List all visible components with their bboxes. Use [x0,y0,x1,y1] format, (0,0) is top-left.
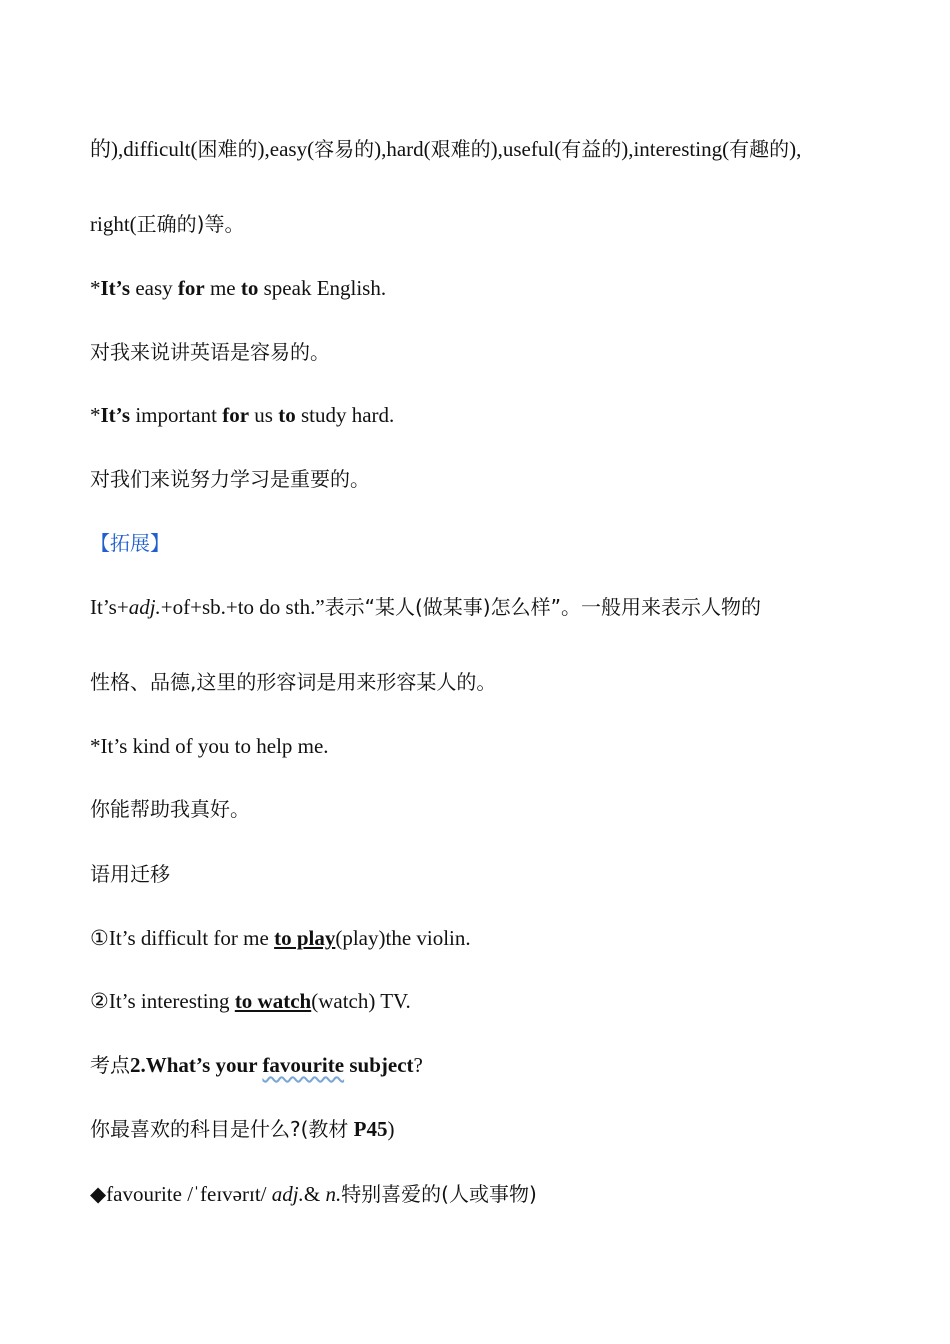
text-fragment: It’s+ [90,595,129,619]
text-fragment: ),interesting( [621,137,730,161]
text-fragment: right( [90,212,137,236]
key-point-2-heading [90,1051,423,1079]
example-sentence-2 [90,401,394,429]
text-fragment: adj. [271,1182,304,1206]
text-fragment: study hard. [295,403,395,427]
adjective-list-line-2 [90,210,244,238]
text-fragment: ),useful( [490,137,562,161]
text-fragment: 正确的 [136,212,197,236]
example-sentence-3: *It’s kind of you to help me. [90,734,329,758]
keyword: It’s [100,276,131,300]
text-fragment: ②It’s interesting [90,989,235,1013]
text-fragment: & [303,1182,326,1206]
practice-question-1 [90,924,471,952]
answer-blank: to play [274,926,336,950]
text-fragment: ? [413,1053,423,1077]
keyword: for [177,276,205,300]
text-fragment: (play)the violin. [335,926,471,950]
text-fragment: ),easy( [257,137,315,161]
example-sentence-1 [90,274,386,302]
practice-heading: 语用迁移 [90,862,170,886]
text-fragment: (watch) TV. [311,989,411,1013]
text-fragment: * [90,276,101,300]
text-fragment: us [249,403,279,427]
vocabulary-entry [90,1180,537,1208]
text-fragment: 困难的 [197,137,258,161]
practice-question-2 [90,987,411,1015]
text-fragment: )等。 [196,212,245,236]
example-translation-1: 对我来说讲英语是容易的。 [90,340,330,364]
text-fragment: 考点 [90,1053,130,1077]
text-fragment: +of+sb.+to do sth.” [160,595,325,619]
text-fragment: 有趣的 [729,137,790,161]
text-fragment: 2.What’s your [130,1053,263,1077]
text-fragment: ) [387,1117,395,1141]
text-fragment: ), [789,137,802,161]
example-translation-3: 你能帮助我真好。 [90,797,250,821]
text-fragment: me [204,276,241,300]
text-fragment: 你最喜欢的科目是什么?(教材 [90,1117,349,1141]
text-fragment: * [90,403,101,427]
text-fragment: subject [344,1053,414,1077]
extend-heading: 【拓展】 [90,531,170,555]
key-point-2-translation [90,1115,395,1143]
highlighted-word: favourite [262,1053,345,1077]
keyword: for [222,403,250,427]
text-fragment: 容易的 [314,137,375,161]
extend-rule-line-2: 性格、品德,这里的形容词是用来形容某人的。 [90,670,497,694]
text-fragment: ),hard( [374,137,431,161]
text-fragment: 特别喜爱的(人或事物) [341,1182,537,1206]
text-fragment: 艰难的 [430,137,491,161]
text-fragment: P45 [348,1117,388,1141]
keyword: It’s [100,403,131,427]
text-fragment: adj. [128,595,161,619]
extend-rule-line-1 [90,593,761,621]
adjective-list-line-1 [90,135,801,163]
text-fragment: 表示“某人(做某事)怎么样”。一般用来表示人物的 [324,595,761,619]
text-fragment: speak English. [258,276,387,300]
text-fragment: important [130,403,223,427]
answer-blank: to watch [234,989,312,1013]
keyword: to [240,276,259,300]
text-fragment: 的),difficult( [90,137,198,161]
text-fragment: easy [130,276,178,300]
text-fragment: ◆favourite /ˈfeɪvərɪt/ [90,1182,272,1206]
example-translation-2: 对我们来说努力学习是重要的。 [90,467,370,491]
text-fragment: 有益的 [561,137,622,161]
text-fragment: ①It’s difficult for me [90,926,275,950]
keyword: to [278,403,296,427]
text-fragment: n. [325,1182,342,1206]
